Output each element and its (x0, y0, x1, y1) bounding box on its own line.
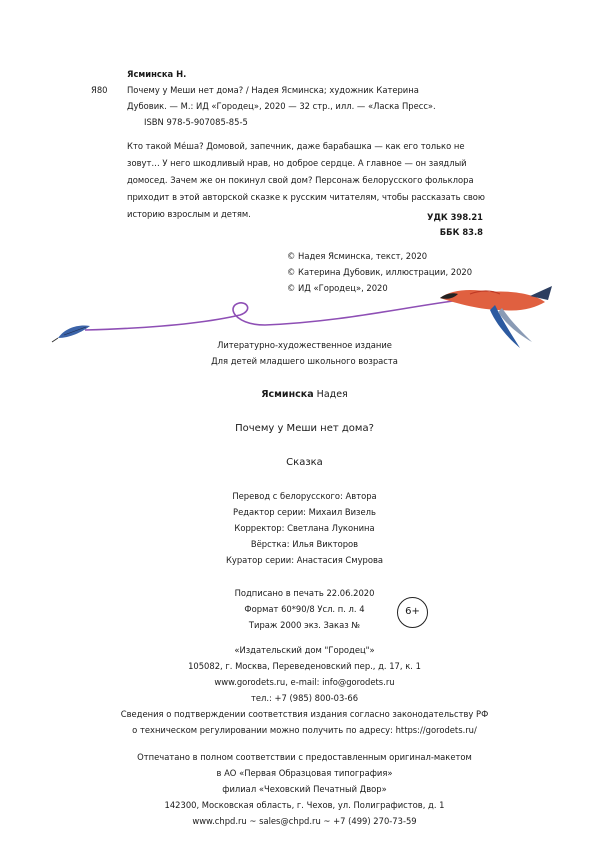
author-heading: Ясминска Н. (127, 69, 187, 79)
publisher-phone: тел.: +7 (985) 800-03-66 (250, 693, 359, 703)
biblio-line-1: Почему у Меши нет дома? / Надея Ясминска; художник Катерина (127, 85, 419, 95)
credit-translation: Перевод с белорусского: Автора (232, 491, 377, 501)
print-run: Тираж 2000 экз. Заказ № (248, 620, 361, 630)
isbn: ISBN 978-5-907085-85-5 (144, 117, 248, 127)
genre-line-1: Литературно-художественное издание (217, 340, 392, 350)
book-subtitle: Сказка (286, 457, 323, 468)
printer-line-3: филиал «Чеховский Печатный Двор» (222, 784, 387, 794)
purple-swirl-line (85, 300, 460, 330)
copyright-publisher: © ИД «Городец», 2020 (287, 283, 388, 293)
author-surname: Ясминска (261, 389, 314, 400)
credit-curator: Куратор серии: Анастасия Смурова (225, 555, 384, 565)
bbk: ББК 83.8 (439, 227, 483, 237)
jay-bird-icon (440, 286, 552, 348)
credit-proofreader: Корректор: Светлана Луконина (234, 523, 375, 533)
credit-layout: Вёрстка: Илья Викторов (250, 539, 359, 549)
compliance-line-1: Сведения о подтверждении соответствия издания согласно законодательству РФ (120, 709, 489, 719)
catalog-code: Я80 (91, 85, 108, 95)
printer-address: 142300, Московская область, г. Чехов, ул. Полиграфистов, д. 1 (164, 800, 445, 810)
print-signed: Подписано в печать 22.06.2020 (234, 588, 375, 598)
print-format: Формат 60*90/8 Усл. п. л. 4 (244, 604, 365, 614)
publisher-web: www.gorodets.ru, e-mail: info@gorodets.ru (214, 677, 395, 687)
annotation: Кто такой Мéша? Домовой, запечник, даже барабашка — как его только не зовут… У него шкодливый нрав, но доброе сердце. А главное — он заядлый домосед. Зачем же он покинул свой дом? Персонаж белорусского фольклора приходит в этой авторской сказке к русским читателям, чтобы рассказать свою историю взрослым и детям. (127, 141, 485, 219)
printer-line-2: в АО «Первая Образцовая типография» (216, 768, 393, 778)
printer-contacts: www.chpd.ru ~ sales@chpd.ru ~ +7 (499) 270-73-59 (192, 816, 417, 826)
publisher-address: 105082, г. Москва, Переведеновский пер., д. 17, к. 1 (188, 661, 421, 671)
compliance-line-2: о техническом регулировании можно получить по адресу: https://gorodets.ru/ (132, 725, 477, 735)
book-author (0, 389, 609, 401)
biblio-line-2: Дубовик. — М.: ИД «Городец», 2020 — 32 стр., илл. — «Ласка Пресс». (127, 101, 436, 111)
publisher-name: «Издательский дом "Городец"» (234, 645, 375, 655)
genre-line-2: Для детей младшего школьного возраста (211, 356, 398, 366)
printer-line-1: Отпечатано в полном соответствии с предоставленным оригинал-макетом (137, 752, 472, 762)
author-name: Надея (316, 389, 348, 400)
udk: УДК 398.21 (427, 212, 483, 222)
credit-series-editor: Редактор серии: Михаил Визель (233, 507, 376, 517)
age-rating-badge: 6+ (397, 597, 428, 628)
book-title: Почему у Меши нет дома? (235, 423, 374, 434)
copyright-text: © Надея Ясминска, текст, 2020 (287, 251, 428, 261)
copyright-illustrations: © Катерина Дубовик, иллюстрации, 2020 (287, 267, 473, 277)
